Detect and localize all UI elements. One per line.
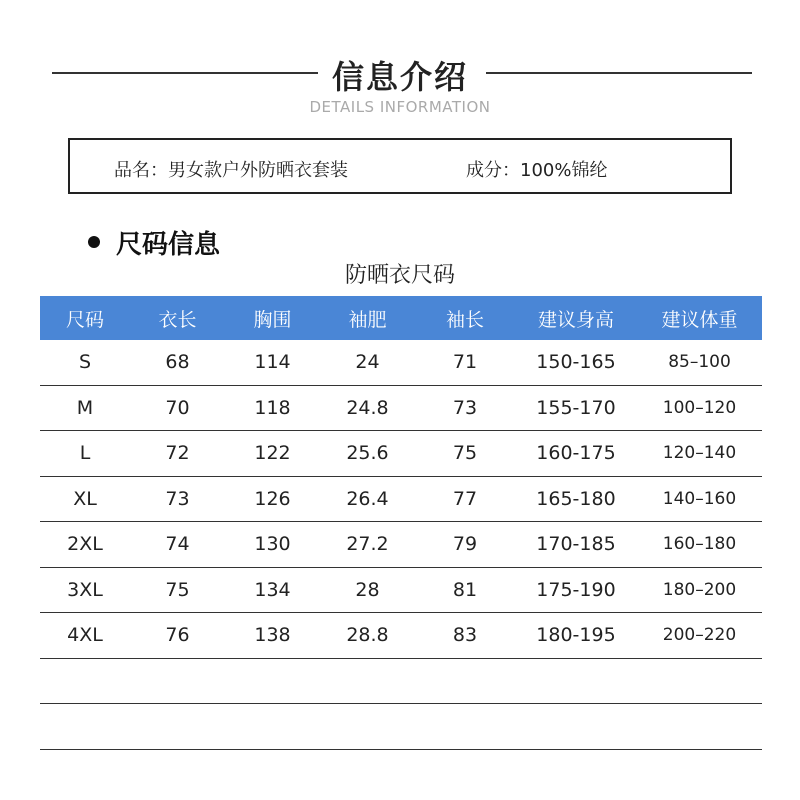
table-cell: 73 <box>452 396 478 419</box>
table-cell: 24.8 <box>346 396 389 419</box>
table-cell: 27.2 <box>346 533 389 556</box>
size-table-body <box>40 340 762 750</box>
table-cell: 138 <box>254 624 291 647</box>
table-cell: 75 <box>452 442 478 465</box>
table-cell: 122 <box>254 442 291 465</box>
page-title: 信息介绍 <box>331 58 468 96</box>
table-cell: 126 <box>254 487 291 510</box>
column-header: 建议体重 <box>661 308 738 331</box>
column-header: 胸围 <box>253 308 292 331</box>
header-divider-right <box>486 72 752 74</box>
table-cell: 114 <box>254 351 291 374</box>
table-cell: 73 <box>165 487 190 510</box>
table-row <box>40 386 762 432</box>
table-cell: 72 <box>165 442 190 465</box>
table-cell: M <box>76 396 94 419</box>
column-header: 尺码 <box>65 308 104 331</box>
table-cell: 165-180 <box>536 487 616 510</box>
table-cell: 118 <box>254 396 291 419</box>
table-row <box>40 568 762 614</box>
table-cell: XL <box>73 487 97 510</box>
size-table-header <box>40 296 762 340</box>
table-cell: 130 <box>254 533 291 556</box>
column-header: 衣长 <box>158 308 197 331</box>
table-cell: 70 <box>165 396 190 419</box>
table-cell: 155-170 <box>536 396 616 419</box>
table-cell: S <box>78 351 92 374</box>
table-cell: 77 <box>452 487 478 510</box>
table-cell: 76 <box>165 624 190 647</box>
table-cell: 175-190 <box>536 578 616 601</box>
table-cell: 81 <box>452 578 478 601</box>
table-cell: 25.6 <box>346 442 389 465</box>
table-row <box>40 613 762 659</box>
table-row <box>40 522 762 568</box>
table-cell: 100–120 <box>662 397 737 418</box>
table-cell: 79 <box>452 533 478 556</box>
table-cell: 150-165 <box>536 351 616 374</box>
table-row <box>40 431 762 477</box>
size-table <box>40 296 762 750</box>
table-row <box>40 477 762 523</box>
table-cell: 3XL <box>67 578 103 601</box>
page-subtitle: DETAILS INFORMATION <box>309 98 491 116</box>
table-cell: 83 <box>452 624 478 647</box>
table-cell: 2XL <box>67 533 103 556</box>
table-cell: 140–160 <box>662 488 737 509</box>
table-row <box>40 704 762 750</box>
column-header: 袖长 <box>445 308 484 331</box>
table-cell: 160–180 <box>662 534 737 555</box>
details-header <box>0 40 800 130</box>
table-cell: 170-185 <box>536 533 616 556</box>
bullet-dot-icon <box>88 236 100 248</box>
column-header: 建议身高 <box>537 308 614 331</box>
column-header: 袖肥 <box>348 308 387 331</box>
product-material: 成分：100%锦纶 <box>466 160 608 181</box>
table-cell: 120–140 <box>662 443 737 464</box>
table-cell: 85–100 <box>668 352 731 373</box>
table-cell: 75 <box>165 578 190 601</box>
size-table-title: 防晒衣尺码 <box>344 263 455 288</box>
table-cell: 134 <box>254 578 291 601</box>
product-name: 品名：男女款户外防晒衣套装 <box>114 160 348 181</box>
table-cell: L <box>79 442 91 465</box>
table-cell: 28.8 <box>346 624 389 647</box>
table-cell: 4XL <box>67 624 103 647</box>
table-cell: 160-175 <box>536 442 616 465</box>
table-cell: 26.4 <box>346 487 389 510</box>
table-cell: 28 <box>355 578 380 601</box>
table-cell: 74 <box>165 533 190 556</box>
product-info-box <box>68 138 732 194</box>
table-row <box>40 340 762 386</box>
table-cell: 68 <box>165 351 190 374</box>
table-row <box>40 659 762 705</box>
table-cell: 200–220 <box>662 625 737 646</box>
table-cell: 180–200 <box>662 579 737 600</box>
size-section-label: 尺码信息 <box>116 230 221 260</box>
table-cell: 24 <box>355 351 380 374</box>
table-cell: 71 <box>452 351 478 374</box>
table-cell: 180-195 <box>536 624 616 647</box>
